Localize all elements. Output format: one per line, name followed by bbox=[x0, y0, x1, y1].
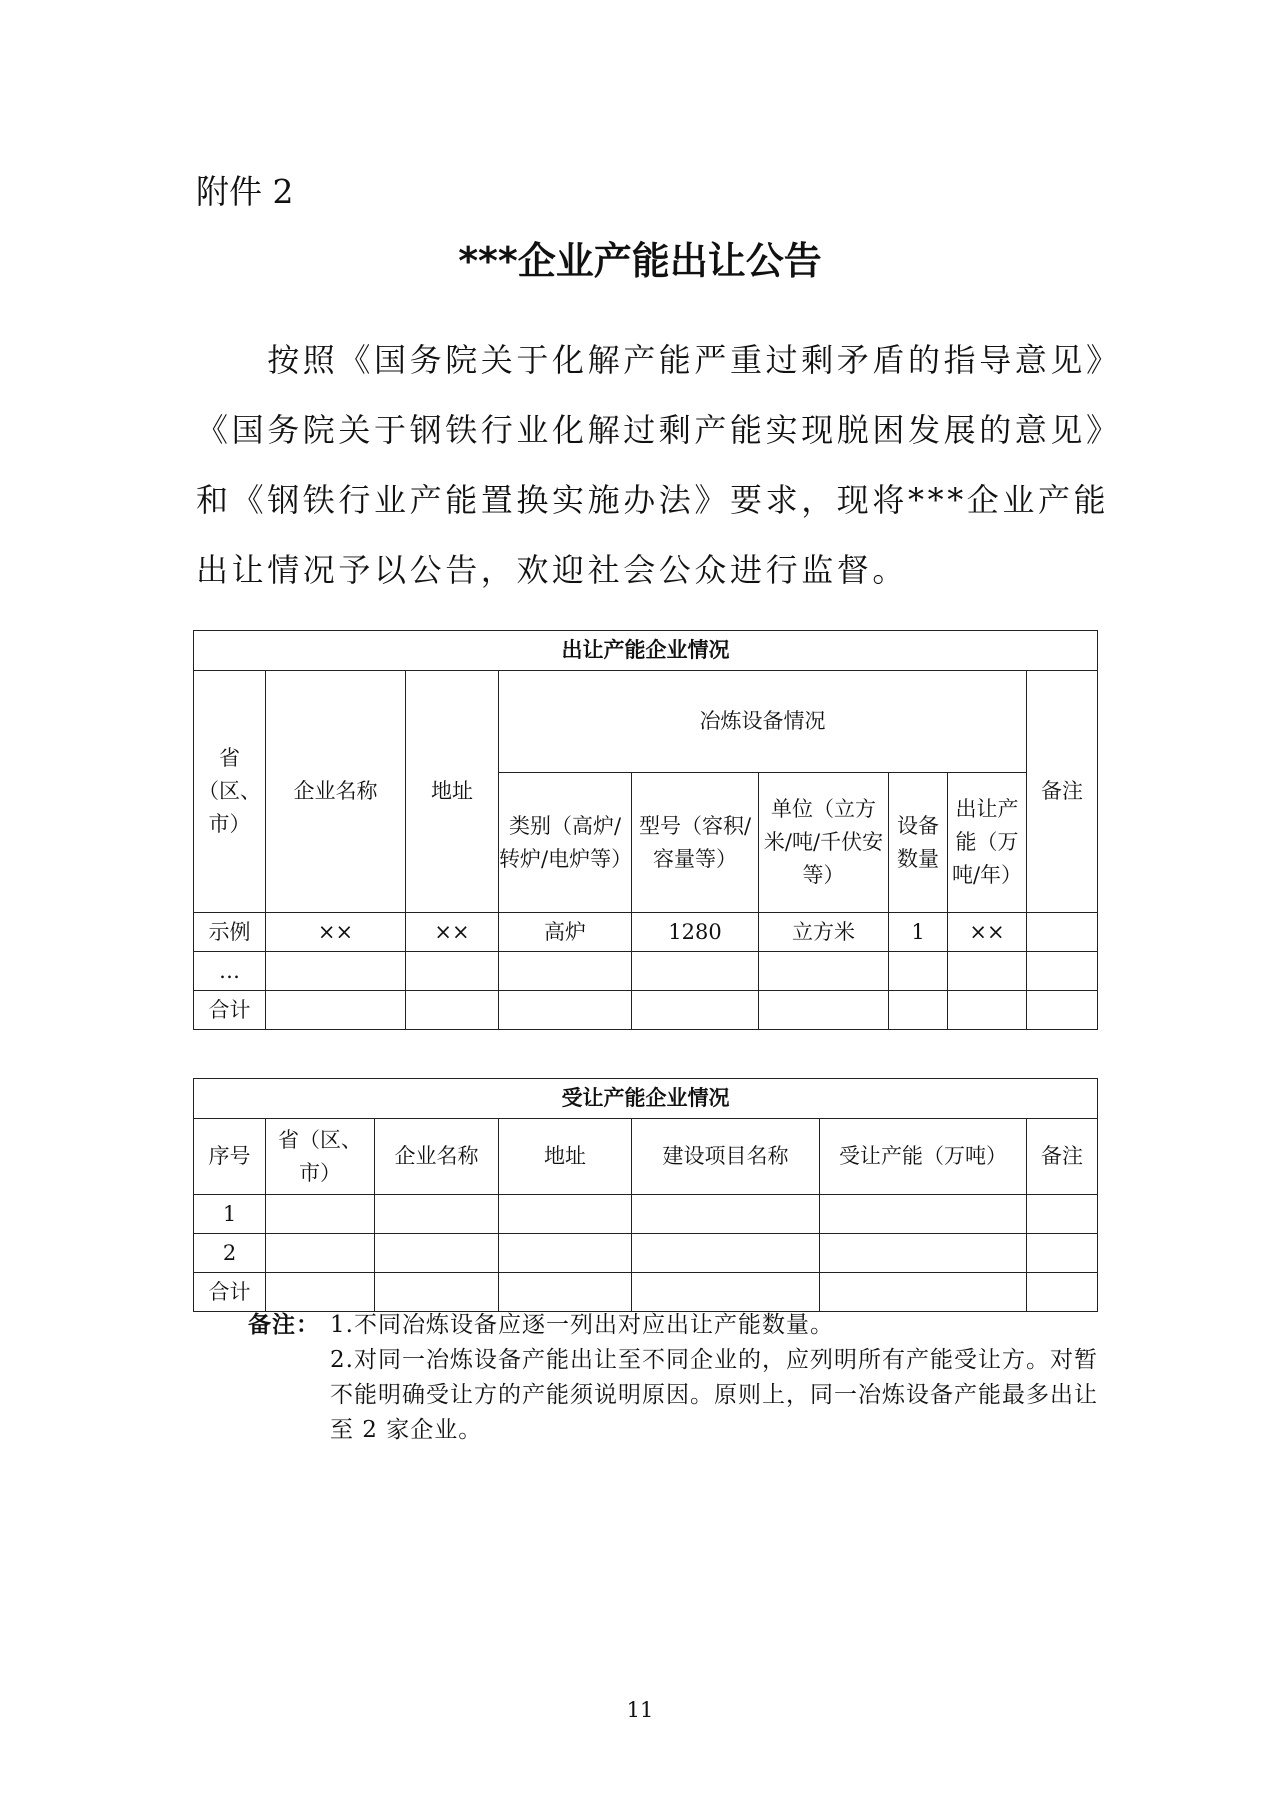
transfer-in-section-title: 受让产能企业情况 bbox=[194, 1079, 1098, 1119]
cell-type: 高炉 bbox=[499, 913, 632, 952]
header-model: 型号（容积/容量等） bbox=[632, 773, 759, 913]
header-type: 类别（高炉/转炉/电炉等） bbox=[499, 773, 632, 913]
header-received-capacity: 受让产能（万吨） bbox=[820, 1119, 1027, 1195]
announcement-body bbox=[196, 325, 1122, 605]
cell-equipment-count: 1 bbox=[889, 913, 948, 952]
header-remarks: 备注 bbox=[1027, 1119, 1098, 1195]
page-title: ***企业产能出让公告 bbox=[458, 239, 822, 283]
note-item: 2.对同一冶炼设备产能出让至不同企业的，应列明所有产能受让方。对暂不能明确受让方的产能须说明原因。原则上，同一冶炼设备产能最多出让至 2 家企业。 bbox=[330, 1347, 1098, 1443]
row-label: 合计 bbox=[194, 1273, 266, 1312]
body-line: 《国务院关于钢铁行业化解过剩产能实现脱困发展的意见》 bbox=[196, 411, 1122, 449]
header-equipment-count: 设备数量 bbox=[889, 773, 948, 913]
table-row bbox=[194, 1195, 1098, 1234]
header-province: 省（区、市） bbox=[194, 671, 266, 913]
header-company-name: 企业名称 bbox=[266, 671, 406, 913]
row-label: 合计 bbox=[194, 991, 266, 1030]
row-label: … bbox=[194, 952, 266, 991]
row-label: 2 bbox=[194, 1234, 266, 1273]
page-number: 11 bbox=[626, 1698, 654, 1722]
cell-company-name: ×× bbox=[266, 913, 406, 952]
header-serial: 序号 bbox=[194, 1119, 266, 1195]
header-equipment-group: 冶炼设备情况 bbox=[499, 671, 1027, 773]
cell-model: 1280 bbox=[632, 913, 759, 952]
row-label: 示例 bbox=[194, 913, 266, 952]
row-label: 1 bbox=[194, 1195, 266, 1234]
notes bbox=[248, 1308, 1108, 1448]
cell-address: ×× bbox=[406, 913, 499, 952]
transfer-out-table bbox=[193, 630, 1098, 1030]
header-province: 省（区、市） bbox=[266, 1119, 375, 1195]
header-company-name: 企业名称 bbox=[375, 1119, 499, 1195]
table-row bbox=[194, 913, 1098, 952]
cell-unit: 立方米 bbox=[759, 913, 889, 952]
notes-label: 备注： bbox=[248, 1312, 320, 1338]
transfer-out-section-title: 出让产能企业情况 bbox=[194, 631, 1098, 671]
header-address: 地址 bbox=[499, 1119, 632, 1195]
body-line: 和《钢铁行业产能置换实施办法》要求，现将***企业产能 bbox=[196, 481, 1110, 519]
table-row bbox=[194, 1273, 1098, 1312]
header-project-name: 建设项目名称 bbox=[632, 1119, 820, 1195]
transfer-in-table bbox=[193, 1078, 1098, 1312]
cell-remarks bbox=[1027, 913, 1098, 952]
header-unit: 单位（立方米/吨/千伏安等） bbox=[759, 773, 889, 913]
body-line: 按照《国务院关于化解产能严重过剩矛盾的指导意见》 bbox=[196, 341, 1122, 379]
note-item: 1.不同冶炼设备应逐一列出对应出让产能数量。 bbox=[330, 1312, 834, 1338]
cell-transfer-capacity: ×× bbox=[948, 913, 1027, 952]
attachment-label: 附件 2 bbox=[196, 172, 294, 211]
header-address: 地址 bbox=[406, 671, 499, 913]
table-row bbox=[194, 991, 1098, 1030]
table-row bbox=[194, 1234, 1098, 1273]
body-line: 出让情况予以公告，欢迎社会公众进行监督。 bbox=[196, 551, 909, 589]
header-transfer-capacity: 出让产能（万吨/年） bbox=[948, 773, 1027, 913]
header-remarks: 备注 bbox=[1027, 671, 1098, 913]
table-row bbox=[194, 952, 1098, 991]
